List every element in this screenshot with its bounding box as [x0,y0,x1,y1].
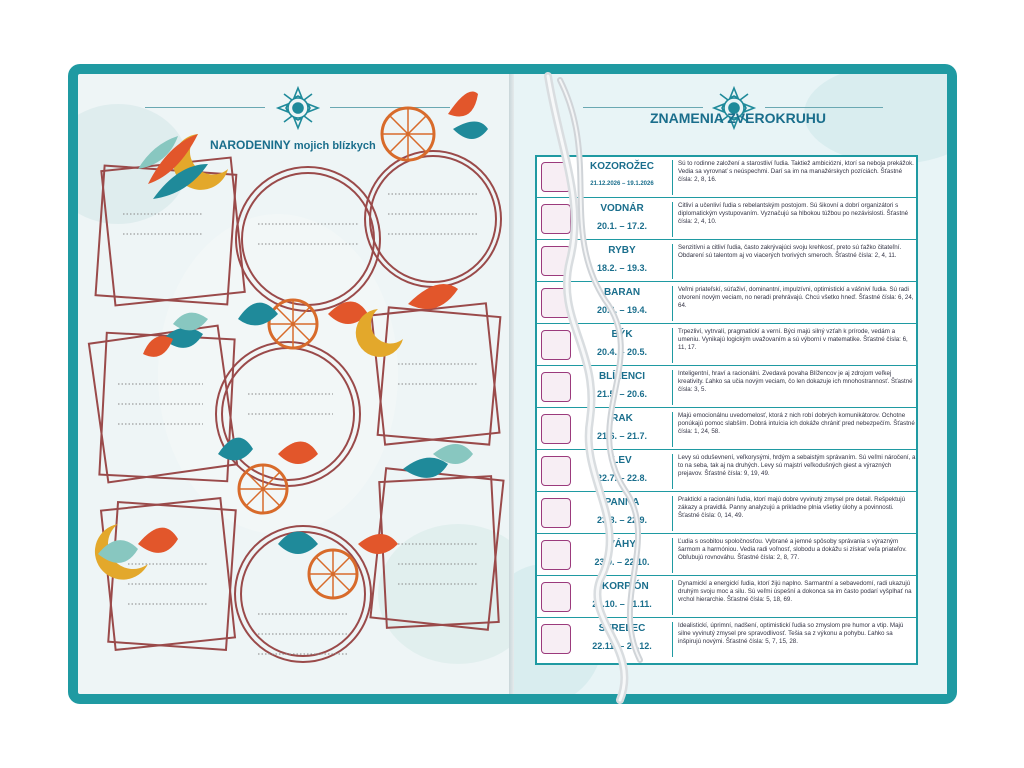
sagittarius-icon [541,624,571,654]
zodiac-name: PANNA [604,497,640,508]
zodiac-dates: 23.9. – 22.10. [594,557,650,567]
zodiac-name: BLÍŽENCI [598,371,646,382]
birthday-frames-illustration [78,74,509,694]
zodiac-row [537,577,916,618]
libra-icon [541,540,571,570]
zodiac-description: Sú to rodinne založení a starostliví ľudia. Taktiež ambiciózni, ktorí sa neboja prekážok. Vedia sa vyrovnať s neúspechmi. Darí sa im na manažérskych pozíciách. Šťastné čísla: 2, 8, 16. [672,160,916,195]
zodiac-row [537,367,916,408]
zodiac-row [537,283,916,324]
zodiac-description: Ľudia s osobitou spoločnosťou. Vybrané a jemné spôsoby správania s výrazným šarmom a harmóniou. Vedia radi voľnosť, slobodu a dokážu si získať veľa priateľov. Obľubujú rovnováhu. Šťastné čísla: 2, 8, 77. [672,538,916,573]
taurus-icon [541,330,571,360]
zodiac-title: ZNAMENIA ZVEROKRUHU [650,110,827,126]
zodiac-name: RYBY [608,245,636,256]
right-header-rule [583,107,703,108]
gemini-icon [541,372,571,402]
pisces-icon [541,246,571,276]
zodiac-name: ŠKORPIÓN [595,581,649,592]
scorpio-icon [541,582,571,612]
birthdays-title-sub: mojich blízkych [293,140,376,152]
zodiac-row [537,493,916,534]
zodiac-row [537,157,916,198]
aries-icon [541,288,571,318]
zodiac-name: KOZOROŽEC [590,161,654,172]
zodiac-name: LEV [612,455,632,466]
zodiac-description: Praktickí a racionálni ľudia, ktorí majú dobre vyvinutý zmysel pre detail. Rešpektujú zákazy a pravidlá. Panny analyzujú a prikladne plnia všetky úlohy a povinnosti. Šťastné čísla: 0, 14, 49. [672,496,916,531]
zodiac-dates: 20.3. – 19.4. [596,305,648,315]
capricorn-icon [541,162,571,192]
zodiac-row [537,199,916,240]
zodiac-dates: 22.11. – 20.12. [592,641,652,651]
zodiac-row [537,535,916,576]
virgo-icon [541,498,571,528]
zodiac-row [537,619,916,660]
zodiac-description: Idealistickí, úprimní, nadšení, optimistickí ľudia so zmyslom pre humor a vtip. Majú silne vyvinutý zmysel pre spravodlivosť. Tešia sa z výkonu a pohybu. Ľahko sa inšpirujú novými. Šťastné čísla: 5, 7, 15, 28. [672,622,916,657]
aquarius-icon [541,204,571,234]
boho-feather-cluster [95,92,488,599]
leo-icon [541,456,571,486]
zodiac-row [537,325,916,366]
zodiac-dates: 23.8. – 22.9. [596,515,648,525]
zodiac-dates: 23.10. – 21.11. [592,599,652,609]
zodiac-dates: 20.4. – 20.5. [596,347,648,357]
zodiac-name: STRELEC [598,623,646,634]
zodiac-name: BÝK [611,329,633,340]
zodiac-row [537,451,916,492]
zodiac-description: Citliví a učenliví ľudia s rebelantským postojom. Sú šikovní a dobrí organizátori s diplomatickým vystupovaním. Vyznačujú sa hlbokou túžbou po nezávislosti. Šťastné čísla: 2, 4, 10. [672,202,916,237]
zodiac-dates: 21.5. – 20.6. [596,389,648,399]
zodiac-dates: 21.12.2026 – 19.1.2026 [590,181,654,187]
zodiac-name: VÁHY [608,539,636,550]
zodiac-description: Dynamickí a energickí ľudia, ktorí žijú naplno. Šarmantní a sebavedomí, radi ukazujú druhým svoju moc a silu. Sú veľmi úspešní a dokonca sa im často podarí vyšplhať na vrchol hierarchie. Šťastné čísla: 5, 18, 69. [672,580,916,615]
zodiac-name: BARAN [603,287,641,298]
zodiac-description: Majú emocionálnu uvedomelosť, ktorá z nich robí dobrých komunikátorov. Ochotne ponúkajú pomoc slabším. Dobrá intuícia ich dokáže chrániť pred nebezpečím. Šťastné čísla: 1, 24, 58. [672,412,916,447]
zodiac-name: RAK [611,413,633,424]
right-header-rule [765,107,883,108]
zodiac-description: Senzitívni a citliví ľudia, často zakrývajúci svoju krehkosť, preto sú ťažko čitateľní. Obdarení sú talentom aj vo viacerých tvorivých smeroch. Šťastné čísla: 2, 4, 11. [672,244,916,279]
zodiac-dates: 22.7. – 22.8. [596,473,648,483]
zodiac-dates: 20.1. – 17.2. [596,221,648,231]
zodiac-description: Veľmi priateľskí, súťaživí, dominantní, impulzívni, optimistickí a vášniví ľudia. Sú radi otvorení novým veciam, no neradi prehrávajú. Chcú všetko hneď. Šťastné čísla: 6, 24, 64. [672,286,916,321]
zodiac-description: Levy sú oduševnení, veľkorysými, hrdým a sebaistým správaním. Sú veľmi náročení, a to na seba, tak aj na druhých. Levy sú majstri veľkodušných giest a výrazných prejavov. Šťastné čísla: 9, 19, 49. [672,454,916,489]
zodiac-row [537,409,916,450]
zodiac-dates: 21.6. – 21.7. [596,431,648,441]
birthdays-title-main: NARODENINY [210,138,291,152]
zodiac-table [535,155,918,665]
zodiac-name: VODNÁR [600,203,644,214]
zodiac-description: Inteligentní, hraví a racionálni. Zvedavá povaha Blížencov je aj zdrojom veľkej kreativity. Ľahko sa učia novým veciam, čo len dokazuje ich mnohostrannosť. Šťastné čísla: 3, 5. [672,370,916,405]
zodiac-row [537,241,916,282]
zodiac-dates: 18.2. – 19.3. [596,263,648,273]
zodiac-description: Trpezliví, vytrvalí, pragmatickí a verní. Býci majú silný vzťah k prírode, vedám a umeniu. Vynikajú logickým uvažovaním a sú výborní v matematike. Šťastné čísla: 6, 11, 17. [672,328,916,363]
cancer-icon [541,414,571,444]
